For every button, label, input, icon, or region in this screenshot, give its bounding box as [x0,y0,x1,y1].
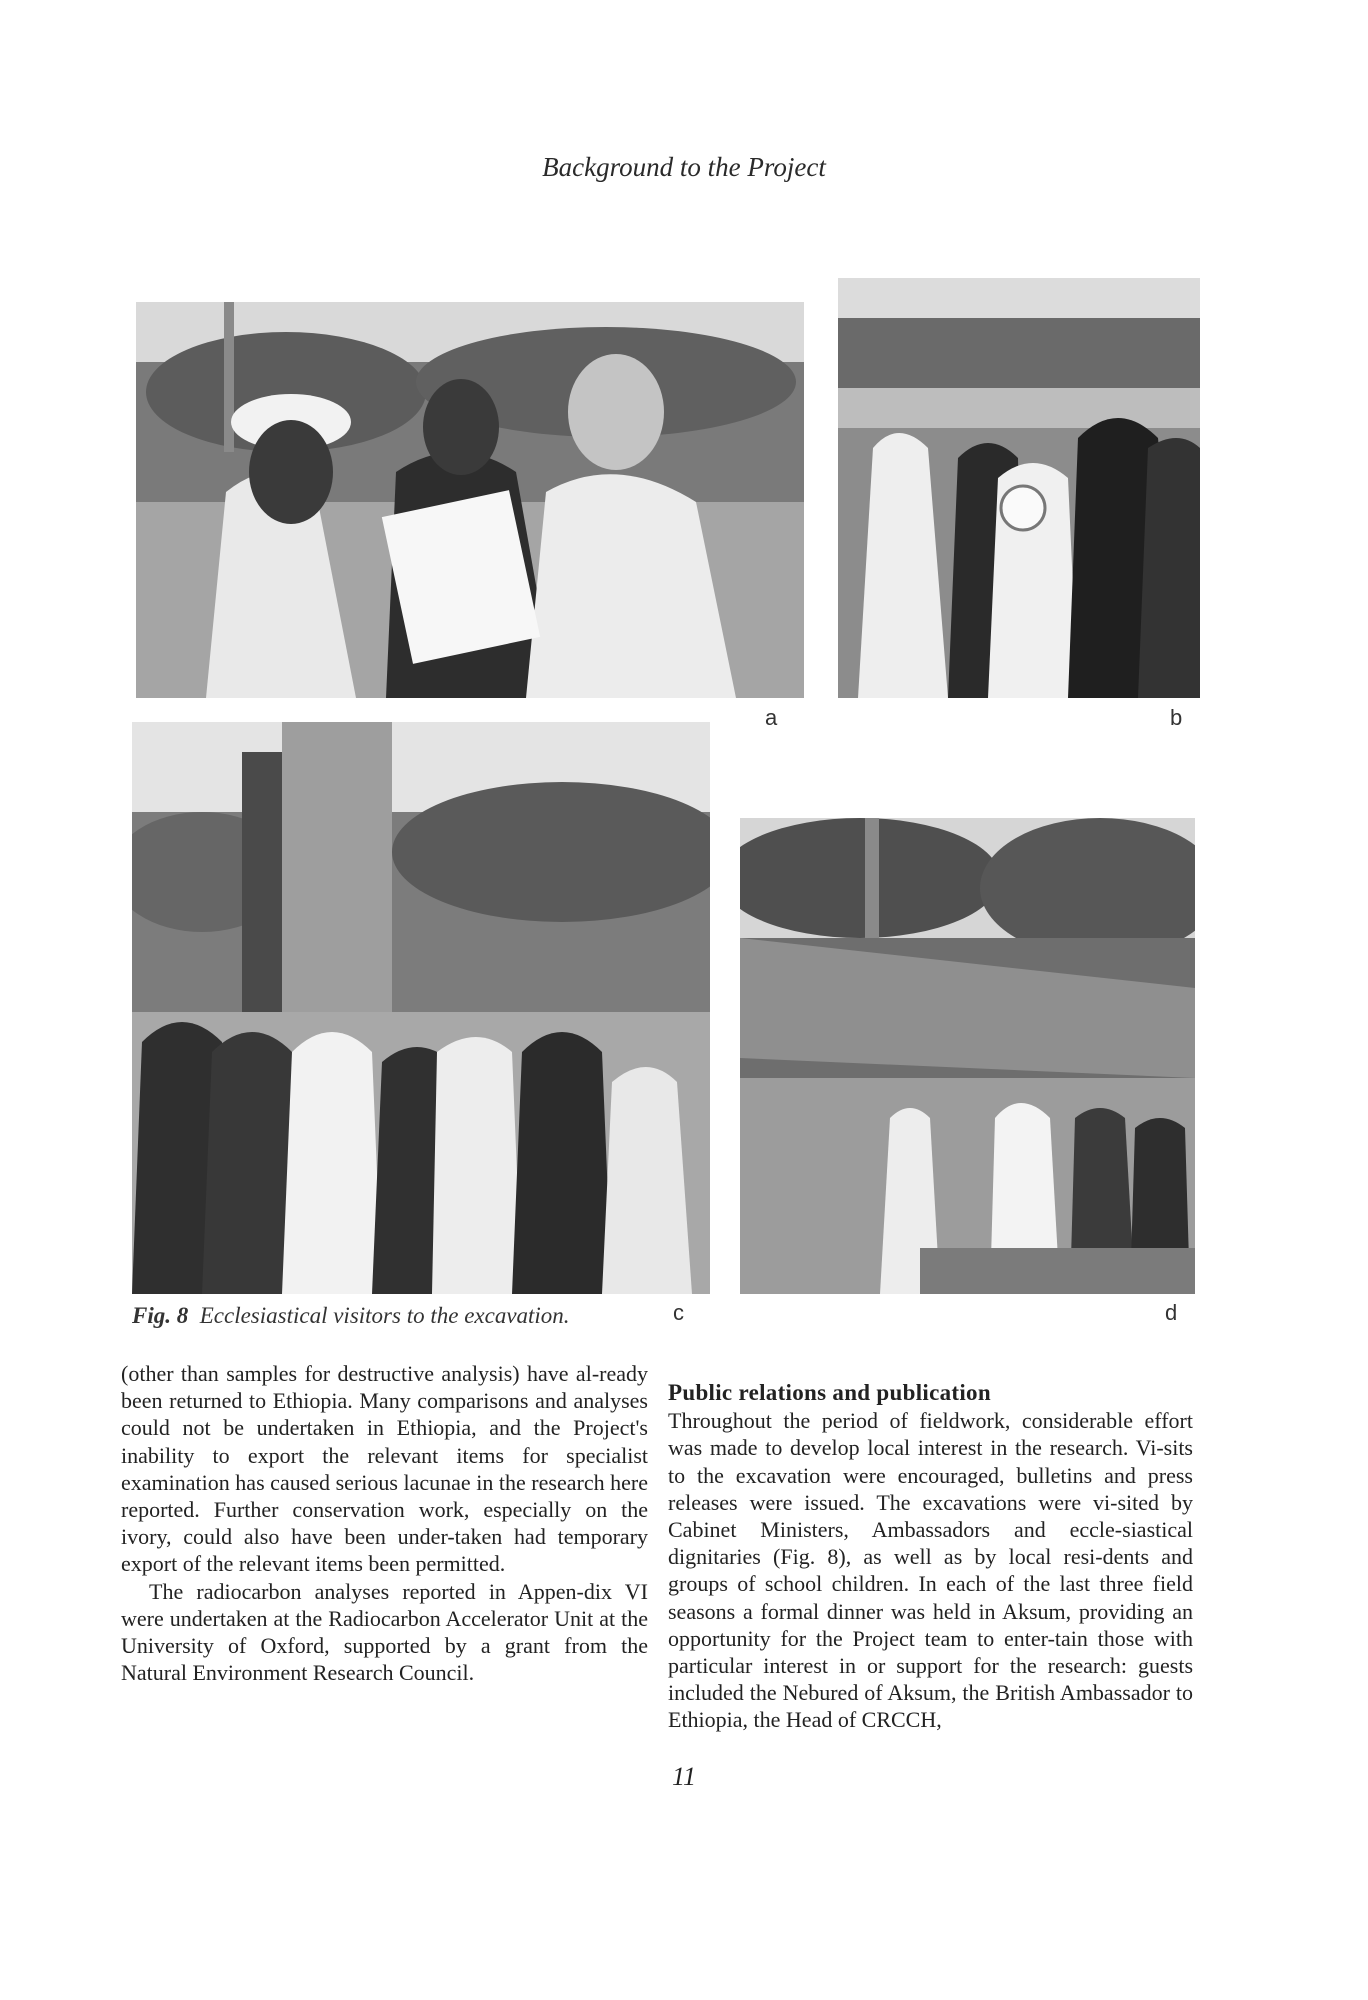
figure-8c-photo [132,722,710,1294]
figure-8b-photo [838,278,1200,698]
running-head: Background to the Project [542,152,826,182]
photo-d-scene [740,818,1195,1294]
photo-a-scene [136,302,804,698]
figure-caption [132,1303,570,1329]
figure-8a-photo [136,302,804,698]
left-paragraph-1: (other than samples for destructive analysis) have al-ready been returned to Ethiopia. Many comparisons and analyses could not be undertaken in Ethiopia, and the Project's inability to export the relevant items for specialist examination has caused serious lacunae in the research here reported. Further conservation work, especially on the ivory, could also have been under-taken had temporary export of the relevant items been permitted. [121,1361,648,1577]
left-paragraph-2: The radiocarbon analyses reported in Appen-dix VI were undertaken at the Radiocarbon Accelerator Unit at the University of Oxford, supported by a grant from the Natural Environment Research Council. [121,1578,648,1686]
figure-number: Fig. 8 [132,1303,189,1328]
figure-caption-text: Ecclesiastical visitors to the excavation. [199,1303,570,1328]
figure-8d-photo [740,818,1195,1294]
section-heading: Public relations and publication [668,1380,991,1405]
right-column [668,1379,1193,1734]
panel-label-a: a [765,705,778,730]
photo-b-scene [838,278,1200,698]
right-paragraph-1: Throughout the period of fieldwork, considerable effort was made to develop local interest in the research. Vi-sits to the excavation were encouraged, bulletins and press releases were issued. The excavations were vi-sited by Cabinet Ministers, Ambassadors and eccle-siastical dignitaries (Fig. 8), as well as by local resi-dents and groups of school children. In each of the last three field seasons a formal dinner was held in Aksum, providing an opportunity for the Project team to enter-tain those with particular interest in or support for the research: guests included the Nebured of Aksum, the British Ambassador to Ethiopia, the Head of CRCCH, [668,1408,1193,1733]
panel-label-d: d [1165,1300,1178,1325]
left-column [121,1360,648,1686]
panel-label-c: c [673,1300,684,1325]
page-number: 11 [671,1762,697,1791]
photo-c-scene [132,722,710,1294]
panel-label-b: b [1170,705,1183,730]
